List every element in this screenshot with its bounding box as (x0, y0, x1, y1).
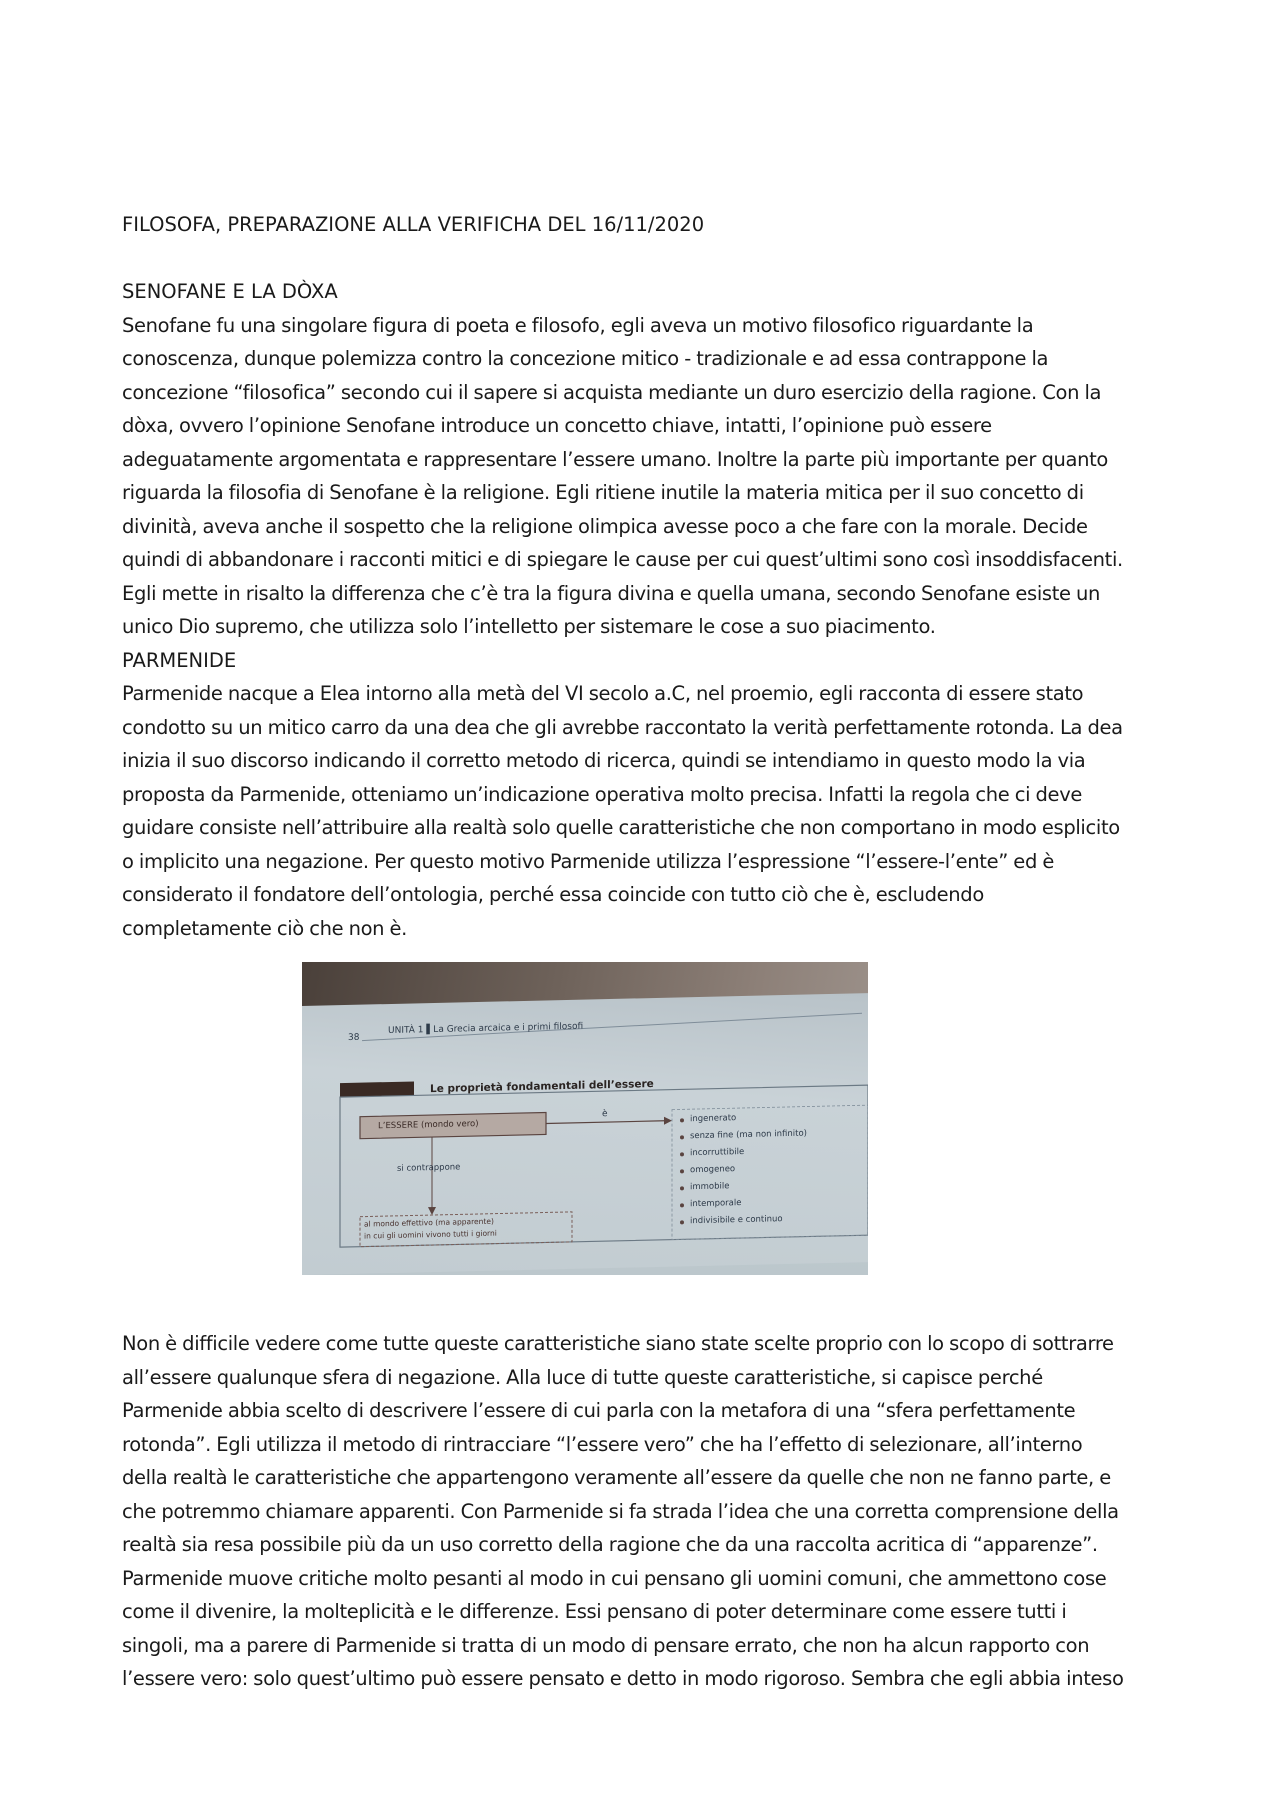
paragraph-line: adeguatamente argomentata e rappresentare l’essere umano. Inoltre la parte più importante per quanto (122, 447, 1108, 471)
photo-apparent-line-1: al mondo effettivo (ma apparente) (364, 1216, 494, 1229)
photo-property: senza fine (ma non infinito) (690, 1128, 807, 1142)
paragraph-line: guidare consiste nell’attribuire alla realtà solo quelle caratteristiche che non comportano in modo esplicito (122, 816, 1120, 839)
photo-apparent-line-2: in cui gli uomini vivono tutti i giorni (364, 1228, 497, 1241)
paragraph-line: realtà sia resa possibile più da un uso corretto della ragione che da una raccolta acritica di “apparenze”. (122, 1533, 1098, 1556)
photo-box-title: Le proprietà fondamentali dell’essere (430, 1078, 654, 1096)
paragraph-line: rotonda”. Egli utilizza il metodo di rintracciare “l’essere vero” che ha l’effetto di selezionare, all’interno (122, 1432, 1083, 1456)
paragraph-senofane (122, 309, 1162, 644)
paragraph-line: unico Dio supremo, che utilizza solo l’intelletto per sistemare le cose a suo piacimento. (122, 615, 936, 638)
paragraph-parmenide (122, 677, 1162, 945)
paragraph-line: inizia il suo discorso indicando il corretto metodo di ricerca, quindi se intendiamo in questo modo la via (122, 749, 1086, 772)
document-body-continued (122, 1327, 1162, 1696)
photo-property: intemporale (690, 1198, 742, 1210)
paragraph-line: Non è difficile vedere come tutte queste caratteristiche siano state scelte proprio con lo scopo di sottrarre (122, 1332, 1114, 1355)
blank-line (122, 242, 1162, 276)
paragraph-line: quindi di abbandonare i racconti mitici e di spiegare le cause per cui quest’ultimi sono così insoddisfacenti. (122, 548, 1123, 571)
photo-arrow-label: è (602, 1109, 608, 1120)
paragraph-line: riguarda la filosofia di Senofane è la religione. Egli ritiene inutile la materia mitica per il suo concetto di (122, 481, 1084, 504)
paragraph-line: Senofane fu una singolare figura di poeta e filosofo, egli aveva un motivo filosofico riguardante la (122, 313, 1034, 337)
photo-property: omogeneo (690, 1164, 736, 1176)
paragraph-line: Parmenide abbia scelto di descrivere l’essere di cui parla con la metafora di una “sfera perfettamente (122, 1399, 1076, 1422)
paragraph-line: della realtà le caratteristiche che appartengono veramente all’essere da quelle che non ne fanno parte, e (122, 1466, 1111, 1489)
photo-property: indivisibile e continuo (690, 1214, 783, 1227)
document-title: FILOSOFA, PREPARAZIONE ALLA VERIFICHA DEL 16/11/2020 (122, 213, 705, 236)
photo-property: ingenerato (690, 1113, 737, 1125)
paragraph-sfera (122, 1327, 1162, 1696)
paragraph-line: come il divenire, la molteplicità e le differenze. Essi pensano di poter determinare come essere tutti i (122, 1600, 1067, 1623)
paragraph-line: singoli, ma a parere di Parmenide si tratta di un modo di pensare errato, che non ha alcun rapporto con (122, 1633, 1090, 1657)
paragraph-line: Parmenide nacque a Elea intorno alla metà del VI secolo a.C, nel proemio, egli racconta di essere stato (122, 682, 1084, 705)
photo-essere-label: L’ESSERE (mondo vero) (378, 1118, 479, 1132)
paragraph-line: Parmenide muove critiche molto pesanti al modo in cui pensano gli uomini comuni, che ammettono cose (122, 1566, 1107, 1590)
paragraph-line: concezione “filosofica” secondo cui il sapere si acquista mediante un duro esercizio della ragione. Con la (122, 380, 1102, 404)
paragraph-line: che potremmo chiamare apparenti. Con Parmenide si fa strada l’idea che una corretta comprensione della (122, 1499, 1119, 1523)
paragraph-line: Egli mette in risalto la differenza che c’è tra la figura divina e quella umana, secondo Senofane esiste un (122, 581, 1101, 605)
photo-page-number: 38 (348, 1032, 360, 1043)
paragraph-line: all’essere qualunque sfera di negazione. Alla luce di tutte queste caratteristiche, si capisce perché (122, 1365, 1043, 1389)
photo-page-sheet (302, 993, 868, 1275)
paragraph-line: proposta da Parmenide, otteniamo un’indicazione operativa molto precisa. Infatti la regola che ci deve (122, 782, 1083, 806)
paragraph-line: divinità, aveva anche il sospetto che la religione olimpica avesse poco a che fare con la morale. Decide (122, 514, 1088, 538)
photo-running-header: UNITÀ 1 ▌La Grecia arcaica e i primi filosofi (388, 1021, 584, 1037)
photo-property: incorruttibile (690, 1146, 745, 1159)
paragraph-line: l’essere vero: solo quest’ultimo può essere pensato e detto in modo rigoroso. Sembra che egli abbia inteso (122, 1667, 1124, 1690)
photo-contrast-label: si contrappone (397, 1162, 461, 1174)
paragraph-line: completamente ciò che non è. (122, 916, 408, 940)
photo-property: immobile (690, 1181, 730, 1193)
paragraph-line: conoscenza, dunque polemizza contro la concezione mitico - tradizionale e ad essa contrappone la (122, 347, 1049, 370)
paragraph-line: condotto su un mitico carro da una dea che gli avrebbe raccontato la verità perfettamente rotonda. La dea (122, 715, 1123, 739)
paragraph-line: dòxa, ovvero l’opinione Senofane introduce un concetto chiave, intatti, l’opinione può essere (122, 414, 992, 437)
section-heading-senofane: SENOFANE E LA DÒXA (122, 280, 338, 303)
paragraph-line: o implicito una negazione. Per questo motivo Parmenide utilizza l’espressione “l’essere-l’ente” ed è (122, 849, 1054, 873)
textbook-photo (302, 962, 868, 1275)
section-heading-parmenide: PARMENIDE (122, 648, 237, 672)
paragraph-line: considerato il fondatore dell’ontologia, perché essa coincide con tutto ciò che è, escludendo (122, 883, 984, 906)
document-body (122, 208, 1162, 945)
